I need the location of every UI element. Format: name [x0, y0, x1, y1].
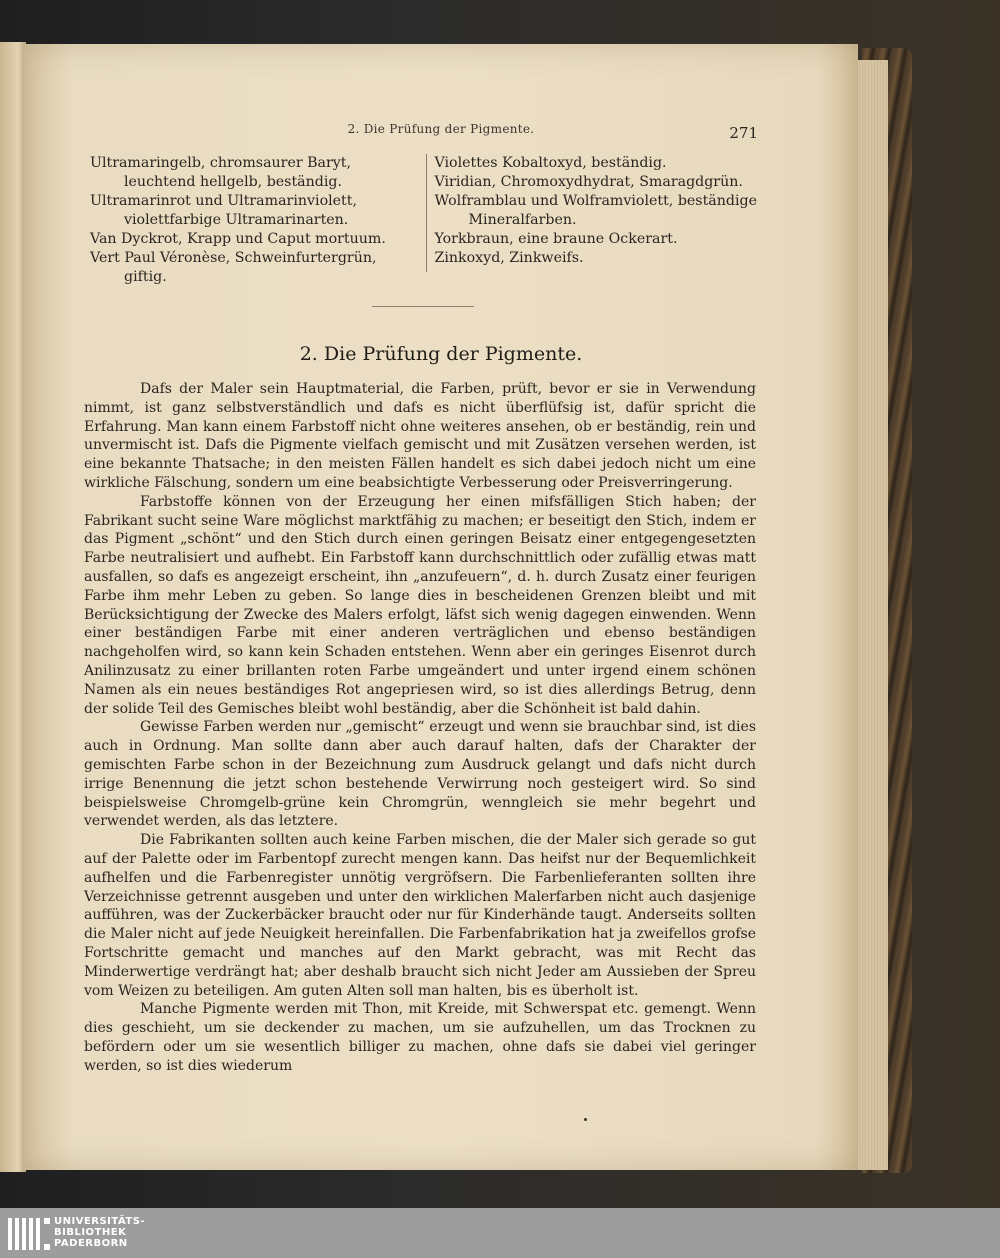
logo-line: PADERBORN	[54, 1238, 128, 1249]
facing-page-edge	[0, 42, 26, 1172]
body-text	[84, 380, 756, 1075]
pigment-entry: Van Dyckrot, Krapp und Caput mortuum.	[90, 231, 386, 247]
section-divider	[372, 306, 474, 307]
pigment-entry: Ultramaringelb, chromsaurer Baryt, leuchtend hellgelb, beständig.	[90, 155, 352, 190]
page-number: 271	[729, 124, 758, 142]
logo-line: UNIVERSITÄTS-	[54, 1216, 146, 1227]
pigment-entry: Zinkoxyd, Zinkweifs.	[434, 250, 584, 266]
section-title: 2. Die Prüfung der Pigmente.	[299, 343, 583, 365]
paragraph: Die Fabrikanten sollten auch keine Farben mischen, die der Maler sich gerade so gut auf der Palette oder im Farbentopf zurecht mengen kann. Das heifst nur der Bequemlichkeit aufhelfen und die Farbenregister unnötig vergröfsern. Die Farbenlieferanten sollten ihre Verzeichnisse getrennt ausgeben und unter den wirklichen Malerfarben nicht auch dasjenige aufführen, was der Zuckerbäcker braucht oder nur für Kinderhände taugt. Anderseits sollten die Maler nicht auf jede Neuigkeit hereinfallen. Die Farbenfabrikation hat ja zweifellos grofse Fortschritte gemacht und manches auf den Markt gebracht, was mit Recht das Minderwertige verdrängt hat; aber deshalb braucht sich nicht Jeder am Aussieben der Spreu vom Weizen zu beteiligen. Am guten Alten soll man halten, bis es überholt ist.	[84, 832, 756, 999]
pigment-entry: Violettes Kobaltoxyd, beständig.	[434, 155, 667, 171]
paragraph: Dafs der Maler sein Hauptmaterial, die Farben, prüft, bevor er sie in Verwendung nimmt, ist ganz selbstverständlich und dafs es nicht überflüfsig ist, dafür spricht die Erfahrung. Man kann einem Farbstoff nicht ohne weiteres ansehen, ob er beständig, rein und unvermischt ist. Dafs die Pigmente vielfach gemischt und mit Zusätzen versehen werden, ist eine bekannte Thatsache; in den meisten Fällen handelt es sich dabei jedoch nicht um eine wirkliche Fälschung, sondern um eine beabsichtigte Verbesserung oder Preisverringerung.	[84, 381, 756, 491]
paragraph: Farbstoffe können von der Erzeugung her einen mifsfälligen Stich haben; der Fabrikant sucht seine Ware möglichst marktfähig zu machen; er beseitigt den Stich, indem er das Pigment „schönt“ und den Stich durch einen geringen Beisatz einer entgegengesetzten Farbe neutralisiert und aufhebt. Ein Farbstoff kann durchschnittlich oder zufällig etwas matt ausfallen, so dafs es angezeigt erscheint, ihn „anzufeuern“, d. h. durch Zusatz einer feurigen Farbe ihm mehr Leben zu geben. So lange dies in bescheidenen Grenzen bleibt und mit Berücksichtigung der Zwecke des Malers erfolgt, läfst sich wenig dagegen einwenden. Wenn einer beständigen Farbe mit einer anderen verträglichen und ebenso beständigen nachgeholfen wird, so kann kein Schaden entstehen. Wenn aber ein geringes Eisenrot durch Anilinzusatz zu einer brillanten roten Farbe umgeändert und unter irgend einem schönen Namen als ein neues beständiges Rot angepriesen wird, so ist dies allerdings Betrug, denn der solide Teil des Gemisches bleibt wohl beständig, aber die Schönheit ist bald dahin.	[84, 493, 756, 717]
pigment-list-right-column	[427, 154, 761, 272]
logo-line: BIBLIOTHEK	[54, 1227, 127, 1238]
book-page	[24, 44, 858, 1170]
library-logo-text	[54, 1216, 145, 1249]
library-footer-bar	[0, 1208, 1000, 1258]
pigment-entry: Yorkbraun, eine braune Ockerart.	[434, 231, 678, 247]
ink-speck	[584, 1118, 587, 1121]
library-logo-icon	[6, 1214, 52, 1254]
pigment-list-left-column	[90, 154, 427, 285]
running-head: 2. Die Prüfung der Pigmente.	[347, 122, 535, 136]
pigment-list	[90, 154, 760, 285]
pigment-entry: Ultramarinrot und Ultramarinviolett, violettfarbige Ultramarinarten.	[90, 193, 357, 228]
pigment-entry: Vert Paul Véronèse, Schweinfurtergrün, giftig.	[90, 250, 377, 285]
paragraph: Manche Pigmente werden mit Thon, mit Kreide, mit Schwerspat etc. gemengt. Wenn dies geschieht, um sie deckender zu machen, um sie aufzuhellen, um das Trocknen zu befördern oder um sie wesentlich billiger zu machen, ohne dafs sie dabei viel geringer werden, so ist dies wiederum	[84, 1001, 756, 1074]
pigment-entry: Viridian, Chromoxydhydrat, Smaragdgrün.	[434, 174, 743, 190]
paragraph: Gewisse Farben werden nur „gemischt“ erzeugt und wenn sie brauchbar sind, ist dies auch in Ordnung. Man sollte dann aber auch darauf halten, dafs der Charakter der gemischten Farbe schon in der Bezeichnung zum Ausdruck gelangt und dafs nicht durch irrige Benennung die jetzt schon bestehende Verwirrung noch gesteigert wird. So sind beispielsweise Chromgelb-grüne kein Chromgrün, wenngleich sie mehr begehrt und verwendet werden, als das letztere.	[84, 719, 756, 830]
pigment-entry: Wolframblau und Wolframviolett, beständige Mineralfarben.	[434, 193, 757, 228]
